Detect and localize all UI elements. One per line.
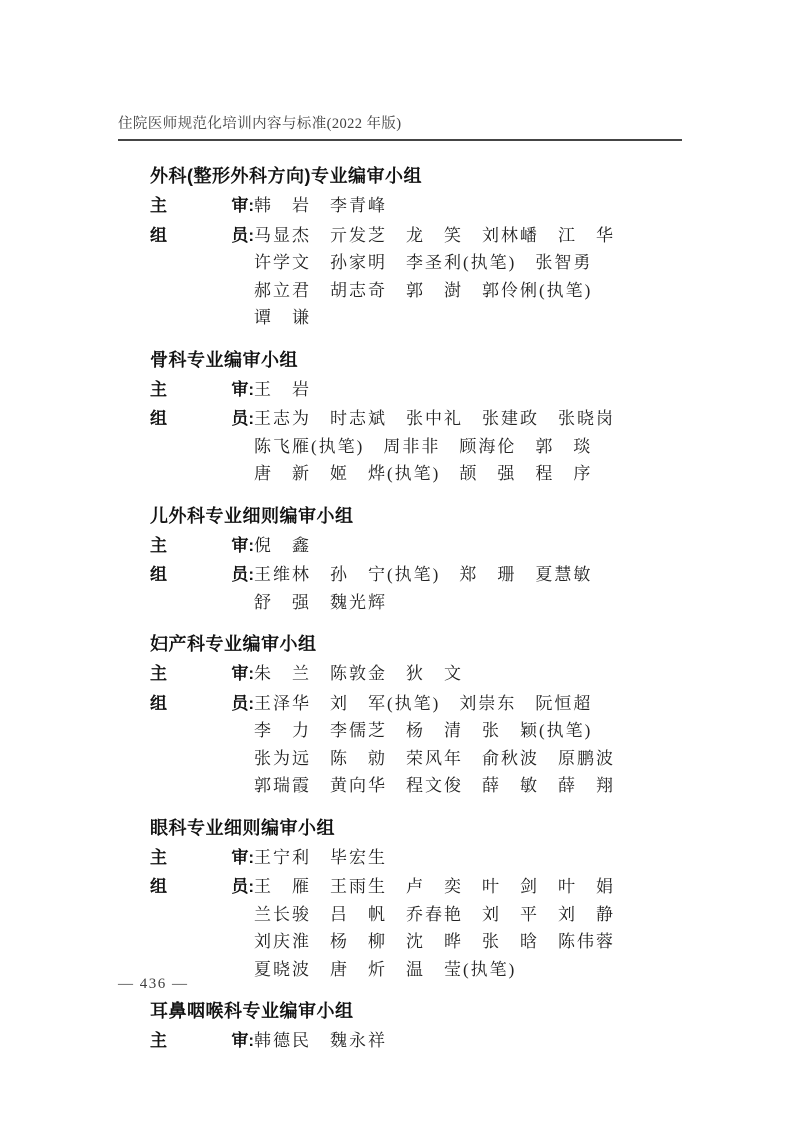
role-label-colon: 审: (231, 1031, 254, 1050)
role-label (150, 690, 254, 800)
section-title: 外科(整形外科方向)专业编审小组 (150, 166, 422, 186)
section-title: 骨科专业编审小组 (150, 349, 298, 370)
name-line: 兰长骏 吕 帆 乔春艳 刘 平 刘 静 (254, 904, 615, 924)
member-names (254, 660, 682, 688)
members-row (118, 222, 682, 332)
name-line: 陈飞雁(执笔) 周非非 顾海伦 郭 琰 (254, 436, 593, 456)
name-line: 刘庆淮 杨 柳 沈 晔 张 晗 陈伟蓉 (254, 932, 615, 951)
page-number: — 436 — (118, 976, 189, 992)
editorial-group-section (118, 630, 682, 800)
chief-reviewer-row (118, 844, 682, 872)
role-label-first: 主 (150, 847, 167, 867)
chief-reviewer-row (118, 192, 682, 220)
name-line: 唐 新 姬 烨(执笔) 颉 强 程 序 (254, 464, 593, 483)
name-line: 夏晓波 唐 炘 温 莹(执笔) (254, 959, 517, 979)
member-names (254, 532, 682, 560)
role-label-first: 组 (150, 565, 167, 584)
name-line: 张为远 陈 勍 荣风年 俞秋波 原鹏波 (254, 748, 615, 768)
name-line: 朱 兰 陈敦金 狄 文 (254, 664, 463, 683)
name-line: 王泽华 刘 军(执笔) 刘崇东 阮恒超 (254, 693, 593, 713)
member-names (254, 561, 682, 616)
name-line: 韩德民 魏永祥 (254, 1031, 387, 1050)
name-line: 舒 强 魏光辉 (254, 592, 387, 612)
role-label (150, 532, 254, 560)
role-label-colon: 审: (231, 379, 254, 399)
members-row (118, 405, 682, 488)
member-names (254, 405, 682, 488)
name-line: 郝立君 胡志奇 郭 澍 郭伶俐(执笔) (254, 280, 593, 300)
name-line: 王宁利 毕宏生 (254, 847, 387, 867)
members-row (118, 561, 682, 616)
role-label-colon: 员: (231, 877, 254, 896)
role-label-first: 主 (150, 379, 167, 399)
name-line: 许学文 孙家明 李圣利(执笔) 张智勇 (254, 253, 593, 272)
role-label-colon: 审: (231, 847, 254, 867)
section-title: 眼科专业细则编审小组 (150, 817, 335, 838)
chief-reviewer-row (118, 1027, 682, 1055)
role-label (150, 192, 254, 220)
name-line: 王维林 孙 宁(执笔) 郑 珊 夏慧敏 (254, 565, 593, 584)
role-label-first: 组 (150, 693, 167, 713)
member-names (254, 222, 682, 332)
member-names (254, 844, 682, 872)
role-label-first: 主 (150, 664, 167, 683)
name-line: 王 岩 (254, 379, 311, 399)
members-row (118, 873, 682, 983)
name-line: 马显杰 亓发芝 龙 笑 刘林嶓 江 华 (254, 225, 615, 245)
section-title: 妇产科专业编审小组 (150, 634, 317, 654)
role-label-first: 组 (150, 225, 167, 245)
editorial-group-section (118, 502, 682, 617)
name-line: 王志为 时志斌 张中礼 张建政 张晓岗 (254, 409, 615, 428)
editorial-group-section (118, 346, 682, 488)
role-label-first: 主 (150, 1031, 167, 1050)
editorial-group-section (118, 162, 682, 332)
editorial-group-section (118, 814, 682, 984)
role-label-first: 主 (150, 535, 167, 555)
name-line: 韩 岩 李青峰 (254, 196, 387, 215)
member-names (254, 376, 682, 404)
role-label-first: 组 (150, 877, 167, 896)
role-label (150, 561, 254, 616)
role-label (150, 873, 254, 983)
chief-reviewer-row (118, 532, 682, 560)
member-names (254, 873, 682, 983)
role-label (150, 405, 254, 488)
name-line: 李 力 李儒芝 杨 清 张 颖(执笔) (254, 721, 593, 740)
role-label-colon: 审: (231, 664, 254, 683)
member-names (254, 192, 682, 220)
section-title: 儿外科专业细则编审小组 (150, 505, 354, 526)
role-label-colon: 员: (231, 409, 254, 428)
running-header: 住院医师规范化培训内容与标准(2022 年版) (118, 116, 402, 132)
editorial-group-section (118, 997, 682, 1055)
role-label (150, 844, 254, 872)
role-label (150, 222, 254, 332)
name-line: 倪 鑫 (254, 535, 311, 555)
role-label-colon: 审: (231, 196, 254, 215)
chief-reviewer-row (118, 376, 682, 404)
role-label (150, 1027, 254, 1055)
role-label-first: 主 (150, 196, 167, 215)
header-rule (118, 139, 682, 141)
name-line: 郭瑞霞 黄向华 程文俊 薛 敏 薛 翔 (254, 776, 615, 795)
section-title: 耳鼻咽喉科专业编审小组 (150, 1001, 354, 1021)
name-line: 谭 谦 (254, 308, 311, 327)
member-names (254, 690, 682, 800)
name-line: 王 雁 王雨生 卢 奕 叶 剑 叶 娟 (254, 877, 615, 896)
chief-reviewer-row (118, 660, 682, 688)
role-label (150, 660, 254, 688)
role-label-colon: 员: (231, 225, 254, 245)
role-label (150, 376, 254, 404)
role-label-first: 组 (150, 409, 167, 428)
editorial-groups-list (118, 155, 682, 1055)
member-names (254, 1027, 682, 1055)
role-label-colon: 审: (231, 535, 254, 555)
role-label-colon: 员: (231, 565, 254, 584)
members-row (118, 690, 682, 800)
role-label-colon: 员: (231, 693, 254, 713)
